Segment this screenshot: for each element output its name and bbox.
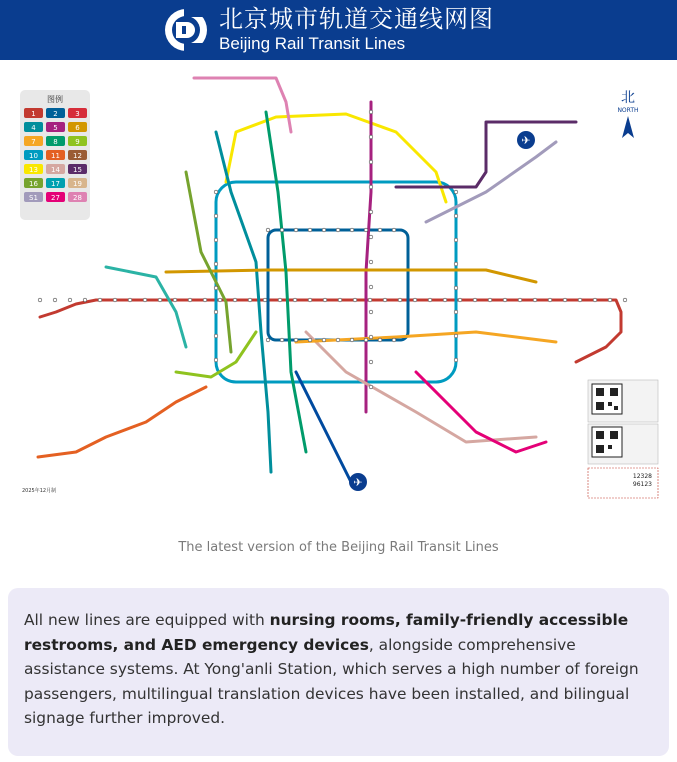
header-content: [163, 4, 494, 54]
station-dot: [392, 228, 396, 232]
station-dot: [203, 298, 207, 302]
station-dot: [113, 298, 117, 302]
station-dot: [503, 298, 507, 302]
station-dot: [53, 298, 57, 302]
line-changping: [194, 78, 291, 132]
station-dot: [368, 298, 372, 302]
station-dot: [378, 338, 382, 342]
north-label-cn: 北: [621, 90, 635, 106]
station-dot: [454, 310, 458, 314]
station-dot: [369, 335, 373, 339]
station-dot: [278, 298, 282, 302]
line-airport-express: [426, 142, 556, 222]
station-dot: [593, 298, 597, 302]
station-dot: [323, 298, 327, 302]
legend-chip-label: S1: [29, 194, 38, 202]
station-dot: [322, 228, 326, 232]
station-dot: [280, 338, 284, 342]
station-dot: [308, 228, 312, 232]
legend-chip-label: 14: [51, 166, 60, 174]
station-dot: [214, 262, 218, 266]
info-text-part1: All new lines are equipped with: [24, 611, 270, 629]
qr-panel-2: [588, 424, 658, 464]
beijing-subway-logo-icon: [163, 7, 209, 53]
station-dot: [293, 298, 297, 302]
map-caption: The latest version of the Beijing Rail Transit Lines: [178, 540, 499, 555]
station-dot: [369, 285, 373, 289]
station-dot: [369, 385, 373, 389]
line-7: [296, 332, 556, 342]
station-dot: [173, 298, 177, 302]
station-dot: [364, 228, 368, 232]
station-dot: [369, 135, 373, 139]
station-dot: [428, 298, 432, 302]
legend-chip-label: 3: [75, 110, 80, 118]
station-dot: [266, 338, 270, 342]
legend-chip-label: 27: [51, 194, 60, 202]
line-13: [226, 114, 446, 202]
line-daxing-airport: [296, 372, 351, 482]
station-dot: [563, 298, 567, 302]
station-dot: [369, 310, 373, 314]
station-dot: [38, 298, 42, 302]
station-dot: [158, 298, 162, 302]
station-dot: [548, 298, 552, 302]
station-dot: [454, 286, 458, 290]
station-dot: [518, 298, 522, 302]
station-dot: [308, 338, 312, 342]
station-dot: [488, 298, 492, 302]
station-dots: [38, 110, 627, 389]
legend-chip-label: 15: [73, 166, 82, 174]
station-dot: [336, 338, 340, 342]
legend-chip-label: 12: [73, 152, 82, 160]
map-date-label: 2025年12月制: [22, 488, 57, 494]
station-dot: [398, 298, 402, 302]
station-dot: [214, 214, 218, 218]
station-dot: [383, 298, 387, 302]
header-banner: [0, 0, 677, 62]
station-dot: [350, 228, 354, 232]
line-15: [396, 122, 576, 187]
legend-chip-label: 16: [29, 180, 38, 188]
station-dot: [214, 334, 218, 338]
station-dot: [369, 235, 373, 239]
info-text-bold: nursing rooms, family-friendly accessible restrooms, and AED emergency devices: [24, 611, 629, 654]
legend-chip-label: 19: [73, 180, 82, 188]
station-dot: [218, 298, 222, 302]
hotline-number: 96123: [632, 481, 652, 488]
legend-chip-label: 8: [53, 138, 58, 146]
line-14: [306, 332, 536, 442]
legend-chip-label: 2: [53, 110, 58, 118]
station-dot: [454, 190, 458, 194]
station-dot: [83, 298, 87, 302]
station-dot: [214, 190, 218, 194]
station-dot: [233, 298, 237, 302]
station-dot: [369, 185, 373, 189]
station-dot: [350, 338, 354, 342]
info-paragraph: [24, 608, 653, 731]
legend-chip-label: 11: [51, 152, 60, 160]
map-legend: [20, 90, 90, 220]
station-dot: [392, 338, 396, 342]
title-english: Beijing Rail Transit Lines: [219, 34, 406, 54]
svg-text:✈: ✈: [521, 134, 531, 147]
station-dot: [454, 334, 458, 338]
legend-chip-label: 7: [31, 138, 36, 146]
station-dot: [214, 286, 218, 290]
legend-title: 图例: [47, 95, 63, 104]
rail-transit-map: [16, 72, 662, 502]
rail-map-svg: [16, 72, 662, 502]
qr-panel-1: [588, 380, 658, 422]
station-dot: [263, 298, 267, 302]
station-dot: [336, 228, 340, 232]
legend-chip-label: 6: [75, 124, 80, 132]
station-dot: [322, 338, 326, 342]
station-dot: [98, 298, 102, 302]
station-dot: [308, 298, 312, 302]
station-dot: [413, 298, 417, 302]
line-fangshan: [38, 387, 206, 457]
station-dot: [338, 298, 342, 302]
hotline-panel: [588, 468, 658, 498]
station-dot: [248, 298, 252, 302]
station-dot: [533, 298, 537, 302]
station-dot: [369, 360, 373, 364]
legend-chip-label: 9: [75, 138, 80, 146]
station-dot: [214, 358, 218, 362]
station-dot: [353, 298, 357, 302]
station-dot: [369, 110, 373, 114]
station-dot: [369, 210, 373, 214]
station-dot: [443, 298, 447, 302]
station-dot: [128, 298, 132, 302]
station-dot: [266, 228, 270, 232]
station-dot: [369, 160, 373, 164]
station-dot: [214, 310, 218, 314]
station-dot: [378, 228, 382, 232]
north-label-en: NORTH: [617, 107, 639, 114]
line-1: [40, 300, 621, 362]
title-chinese: 北京城市轨道交通线网图: [219, 4, 494, 33]
station-dot: [458, 298, 462, 302]
station-dot: [454, 214, 458, 218]
station-dot: [454, 358, 458, 362]
line-west: [106, 267, 186, 347]
legend-chip-label: 13: [29, 166, 38, 174]
station-dot: [364, 338, 368, 342]
hotline-label: 12328: [632, 473, 652, 480]
station-dot: [454, 238, 458, 242]
line-16: [186, 172, 231, 352]
station-dot: [294, 338, 298, 342]
north-arrow-icon: [617, 90, 638, 138]
line-5: [366, 102, 371, 412]
station-dot: [369, 260, 373, 264]
station-dot: [214, 238, 218, 242]
legend-chip-label: 28: [73, 194, 82, 202]
legend-chip-label: 5: [53, 124, 58, 132]
station-dot: [454, 262, 458, 266]
station-dot: [578, 298, 582, 302]
station-dot: [608, 298, 612, 302]
info-text-part2: , alongside comprehensive assistance systems. At Yong'anli Station, which serves a high number of foreign passengers, multilingual translation devices have been installed, and bilingual signage further improved.: [24, 635, 639, 727]
station-dot: [280, 228, 284, 232]
info-card: [8, 588, 669, 756]
station-dot: [143, 298, 147, 302]
airport-marker-capital: [517, 131, 535, 149]
station-dot: [473, 298, 477, 302]
legend-chip-label: 17: [51, 180, 60, 188]
line-6: [166, 270, 536, 282]
airport-marker-daxing: [349, 473, 367, 491]
station-dot: [188, 298, 192, 302]
legend-chip-label: 4: [31, 124, 36, 132]
line-8: [266, 112, 306, 452]
line-10: [216, 182, 456, 382]
legend-chip-label: 10: [29, 152, 38, 160]
station-dot: [68, 298, 72, 302]
header-titles: [219, 4, 494, 54]
station-dot: [623, 298, 627, 302]
legend-line-chips: [24, 108, 87, 202]
svg-text:✈: ✈: [353, 476, 363, 489]
station-dot: [294, 228, 298, 232]
legend-chip-label: 1: [31, 110, 36, 118]
